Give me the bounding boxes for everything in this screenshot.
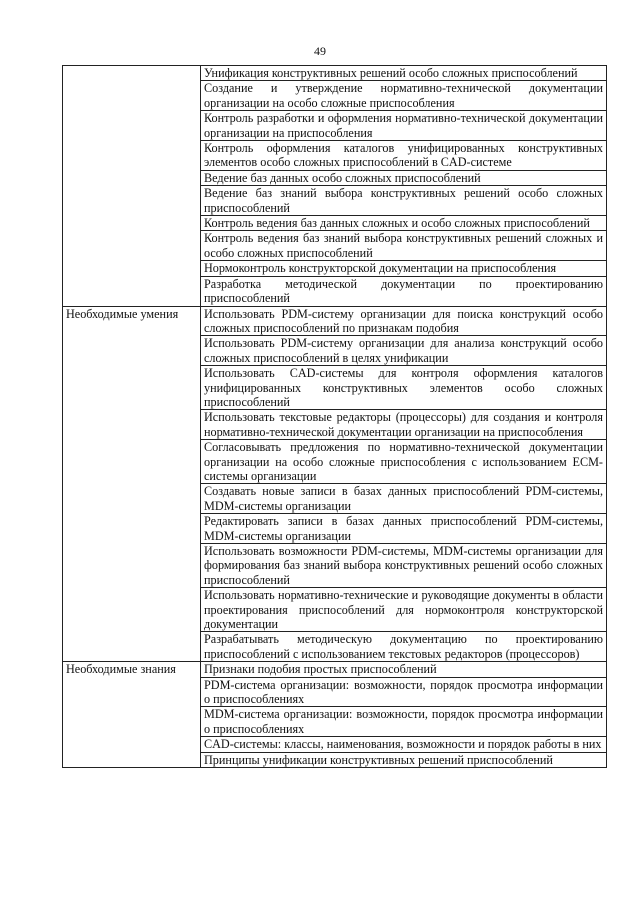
requirement-item: PDM-система организации: возможности, порядок просмотра информации о приспособлениях xyxy=(201,677,607,707)
table-row xyxy=(63,306,607,336)
requirement-item: Признаки подобия простых приспособлений xyxy=(201,662,607,677)
requirement-item: Контроль ведения баз знаний выбора конструктивных решений сложных и особо сложных приспособлений xyxy=(201,231,607,261)
requirement-item: Разрабатывать методическую документацию по проектированию приспособлений с использованием текстовых редакторов (процессоров) xyxy=(201,632,607,662)
requirement-item: Разработка методической документации по проектированию приспособлений xyxy=(201,276,607,306)
requirement-item: Унификация конструктивных решений особо сложных приспособлений xyxy=(201,66,607,81)
requirement-item: Создавать новые записи в базах данных приспособлений PDM-системы, MDM-системы организации xyxy=(201,484,607,514)
section-label xyxy=(63,66,201,307)
requirement-item: CAD-системы: классы, наименования, возможности и порядок работы в них xyxy=(201,737,607,752)
requirement-item: Создание и утверждение нормативно-технической документации организации на особо сложные приспособления xyxy=(201,81,607,111)
requirement-item: Использовать нормативно-технические и руководящие документы в области проектирования приспособлений для нормоконтроля конструкторской документации xyxy=(201,588,607,632)
requirement-item: Редактировать записи в базах данных приспособлений PDM-системы, MDM-системы организации xyxy=(201,514,607,544)
requirement-item: Использовать CAD-системы для контроля оформления каталогов унифицированных конструктивных элементов особо сложных приспособлений xyxy=(201,366,607,410)
requirement-item: Контроль разработки и оформления нормативно-технической документации организации на приспособления xyxy=(201,111,607,141)
page-number: 49 xyxy=(314,44,326,58)
requirement-item: Ведение баз знаний выбора конструктивных решений особо сложных приспособлений xyxy=(201,186,607,216)
section-label: Необходимые умения xyxy=(63,306,201,662)
requirement-item: Использовать PDM-систему организации для поиска конструкций особо сложных приспособлений по признакам подобия xyxy=(201,306,607,336)
requirement-item: Принципы унификации конструктивных решений приспособлений xyxy=(201,752,607,767)
requirement-item: Использовать возможности PDM-системы, MDM-системы организации для формирования баз знаний выбора конструктивных решений особо сложных приспособлений xyxy=(201,544,607,588)
requirement-item: Контроль оформления каталогов унифицированных конструктивных элементов особо сложных приспособлений в CAD-системе xyxy=(201,141,607,171)
requirements-table xyxy=(62,65,607,768)
table-row xyxy=(63,662,607,677)
requirement-item: Нормоконтроль конструкторской документации на приспособления xyxy=(201,261,607,276)
requirement-item: Ведение баз данных особо сложных приспособлений xyxy=(201,170,607,185)
section-label: Необходимые знания xyxy=(63,662,201,768)
requirement-item: Согласовывать предложения по нормативно-технической документации организации на особо сложные приспособления с использованием ECM-системы организации xyxy=(201,440,607,484)
requirement-item: MDM-система организации: возможности, порядок просмотра информации о приспособлениях xyxy=(201,707,607,737)
requirement-item: Контроль ведения баз данных сложных и особо сложных приспособлений xyxy=(201,216,607,231)
requirement-item: Использовать PDM-систему организации для анализа конструкций особо сложных приспособлений в целях унификации xyxy=(201,336,607,366)
table-row xyxy=(63,66,607,81)
requirement-item: Использовать текстовые редакторы (процессоры) для создания и контроля нормативно-технической документации организации на приспособления xyxy=(201,410,607,440)
table-body xyxy=(63,66,607,768)
